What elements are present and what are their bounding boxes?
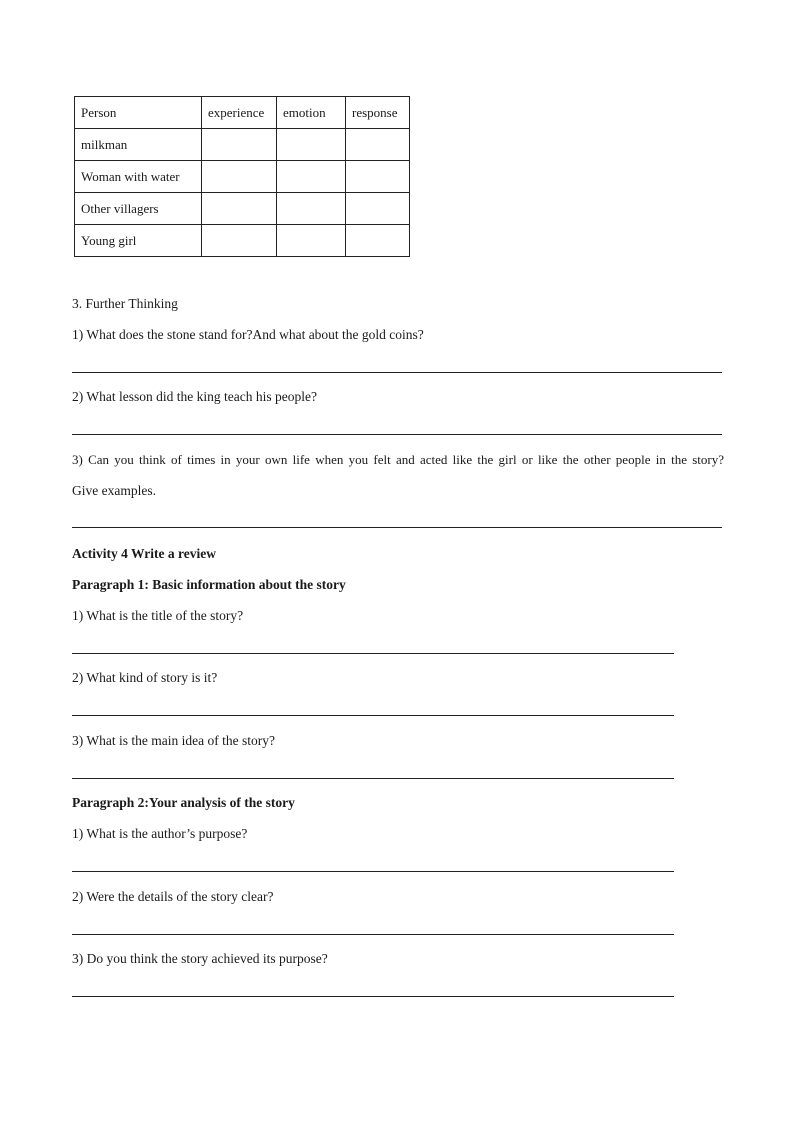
row-person: Woman with water <box>75 161 202 193</box>
table-row <box>75 193 410 225</box>
paragraph-1-question-1: 1) What is the title of the story? <box>72 608 244 623</box>
cell-response[interactable] <box>346 161 410 193</box>
table-header-row <box>75 97 410 129</box>
header-experience: experience <box>202 97 277 129</box>
cell-emotion[interactable] <box>277 129 346 161</box>
paragraph-2-question-2: 2) Were the details of the story clear? <box>72 889 274 904</box>
header-person: Person <box>75 97 202 129</box>
answer-line[interactable] <box>72 778 674 779</box>
paragraph-1-question-3: 3) What is the main idea of the story? <box>72 733 275 748</box>
cell-emotion[interactable] <box>277 225 346 257</box>
cell-response[interactable] <box>346 225 410 257</box>
further-thinking-heading: 3. Further Thinking <box>72 296 178 311</box>
paragraph-2-question-3: 3) Do you think the story achieved its purpose? <box>72 951 328 966</box>
paragraph-2-heading: Paragraph 2:Your analysis of the story <box>72 795 295 810</box>
paragraph-1-question-2: 2) What kind of story is it? <box>72 670 218 685</box>
answer-line[interactable] <box>72 527 722 528</box>
further-question-1: 1) What does the stone stand for?And what about the gold coins? <box>72 327 424 342</box>
cell-response[interactable] <box>346 129 410 161</box>
cell-emotion[interactable] <box>277 161 346 193</box>
cell-emotion[interactable] <box>277 193 346 225</box>
answer-line[interactable] <box>72 871 674 872</box>
paragraph-1-heading: Paragraph 1: Basic information about the story <box>72 577 346 592</box>
table-row <box>75 161 410 193</box>
answer-line[interactable] <box>72 996 674 997</box>
answer-line[interactable] <box>72 934 674 935</box>
character-table <box>74 96 410 257</box>
answer-line[interactable] <box>72 434 722 435</box>
header-emotion: emotion <box>277 97 346 129</box>
cell-experience[interactable] <box>202 129 277 161</box>
further-question-3: 3) Can you think of times in your own life when you felt and acted like the girl or like the other people in the story? <box>72 452 724 467</box>
row-person: Young girl <box>75 225 202 257</box>
cell-experience[interactable] <box>202 193 277 225</box>
table-row <box>75 129 410 161</box>
table-row <box>75 225 410 257</box>
row-person: milkman <box>75 129 202 161</box>
further-question-3-continued: Give examples. <box>72 483 156 498</box>
cell-response[interactable] <box>346 193 410 225</box>
row-person: Other villagers <box>75 193 202 225</box>
answer-line[interactable] <box>72 653 674 654</box>
activity-4-title: Activity 4 Write a review <box>72 546 216 561</box>
answer-line[interactable] <box>72 715 674 716</box>
further-question-2: 2) What lesson did the king teach his people? <box>72 389 317 404</box>
cell-experience[interactable] <box>202 161 277 193</box>
answer-line[interactable] <box>72 372 722 373</box>
cell-experience[interactable] <box>202 225 277 257</box>
paragraph-2-question-1: 1) What is the author’s purpose? <box>72 826 248 841</box>
header-response: response <box>346 97 410 129</box>
